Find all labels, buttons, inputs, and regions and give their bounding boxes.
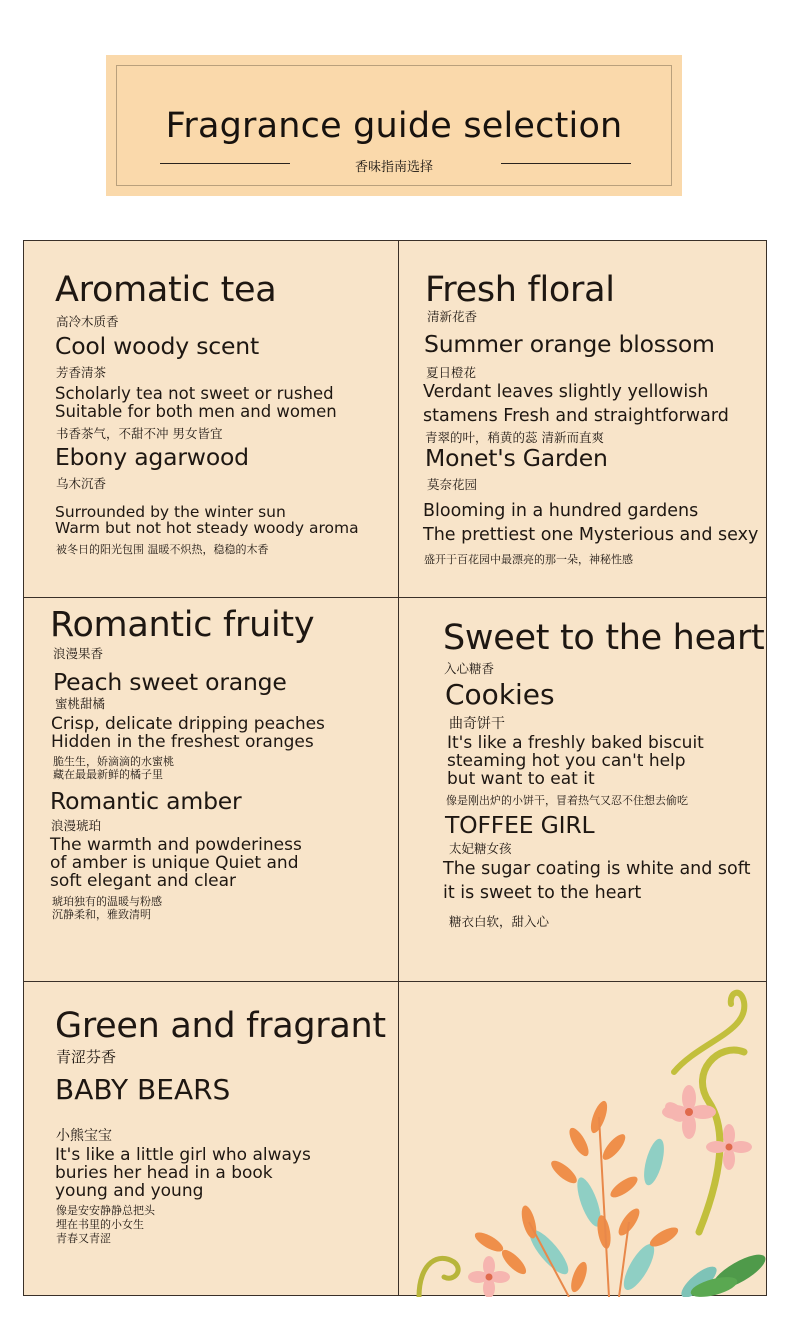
card-green-fragrant [23,981,399,1296]
scent-desc: It's like a little girl who always [55,1145,311,1165]
scent-name: Romantic amber [50,787,242,815]
scent-desc: buries her head in a book [55,1163,273,1183]
card-floral-decoration [398,981,767,1296]
scent-desc-zh: 像是刚出炉的小饼干，冒着热气又忍不住想去偷吃 [446,794,688,807]
scent-desc: The warmth and powderiness [50,835,302,855]
scent-desc: it is sweet to the heart [443,883,642,903]
scent-name: TOFFEE GIRL [445,811,595,839]
header-frame [116,65,672,186]
scent-name: Monet's Garden [425,444,608,472]
scent-desc: Surrounded by the winter sun [55,503,286,521]
scent-desc-zh: 青翠的叶，稍黄的蕊 清新而直爽 [425,430,604,445]
card-title-zh: 入心糖香 [444,661,495,676]
scent-name-zh: 乌木沉香 [56,476,107,491]
scent-name-zh: 浪漫琥珀 [51,818,102,833]
scent-desc: Crisp, delicate dripping peaches [51,714,325,734]
page-title: Fragrance guide selection [165,106,623,146]
card-title-zh: 青涩芬香 [56,1048,117,1066]
scent-name: BABY BEARS [55,1073,231,1106]
scent-desc: The sugar coating is white and soft [443,859,751,879]
scent-desc: young and young [55,1181,204,1201]
scent-name-zh: 太妃糖女孩 [449,841,512,856]
scent-name: Cool woody scent [55,332,259,360]
scent-desc-zh: 青春又青涩 [56,1232,111,1245]
scent-name: Ebony agarwood [55,443,249,471]
scent-desc-zh: 盛开于百花园中最漂亮的那一朵，神秘性感 [424,553,633,566]
scent-desc-zh: 糖衣白软，甜入心 [449,914,550,929]
scent-desc: stamens Fresh and straightforward [423,406,729,426]
card-title: Aromatic tea [55,270,277,310]
card-aromatic-tea [23,240,399,598]
scent-desc: Blooming in a hundred gardens [423,501,699,521]
scent-name-zh: 莫奈花园 [427,477,478,492]
scent-desc-zh: 埋在书里的小女生 [56,1218,144,1231]
scent-desc-zh: 像是安安静静总把头 [56,1204,155,1217]
scent-desc: Scholarly tea not sweet or rushed [55,384,334,403]
scent-desc: Verdant leaves slightly yellowish [423,382,709,402]
scent-name-zh: 夏日橙花 [426,365,477,380]
scent-name: Summer orange blossom [424,330,715,358]
scent-desc-zh: 被冬日的阳光包围 温暖不炽热，稳稳的木香 [56,543,269,556]
card-title-zh: 高冷木质香 [56,314,119,329]
header-divider-right [501,163,631,164]
scent-desc-zh: 书香茶气，不甜不冲 男女皆宜 [56,426,223,441]
scent-desc: but want to eat it [447,769,595,789]
card-title: Green and fragrant [55,1006,386,1046]
scent-desc-zh: 脆生生，娇滴滴的水蜜桃 [53,755,174,768]
card-title: Romantic fruity [50,605,315,645]
scent-name-zh: 蜜桃甜橘 [55,696,106,711]
fragrance-grid [23,240,767,1296]
card-title-zh: 清新花香 [427,309,478,324]
scent-name-zh: 小熊宝宝 [56,1128,112,1144]
card-title-zh: 浪漫果香 [53,646,104,661]
scent-desc: Warm but not hot steady woody aroma [55,519,359,537]
scent-desc: Suitable for both men and women [55,402,337,421]
scent-name: Peach sweet orange [53,668,287,696]
scent-desc-zh: 琥珀独有的温暖与粉感 [52,895,162,908]
card-sweet-heart [398,597,767,982]
scent-desc: It's like a freshly baked biscuit [447,733,704,753]
scent-name: Cookies [445,678,555,711]
scent-desc: Hidden in the freshest oranges [51,732,314,752]
scent-name-zh: 曲奇饼干 [449,716,505,732]
card-romantic-fruity [23,597,399,982]
page-subtitle: 香味指南选择 [354,160,433,175]
card-fresh-floral [398,240,767,598]
card-title: Sweet to the heart [443,618,765,658]
scent-desc-zh: 藏在最最新鲜的橘子里 [53,768,163,781]
scent-desc: The prettiest one Mysterious and sexy [423,525,759,545]
header-banner [106,55,682,196]
card-title: Fresh floral [425,270,615,310]
scent-desc: of amber is unique Quiet and [50,853,299,873]
scent-desc: steaming hot you can't help [447,751,686,771]
floral-illustration [399,982,768,1297]
scent-desc-zh: 沉静柔和，雅致清明 [52,908,151,921]
scent-desc: soft elegant and clear [50,871,237,891]
scent-name-zh: 芳香清茶 [56,365,107,380]
